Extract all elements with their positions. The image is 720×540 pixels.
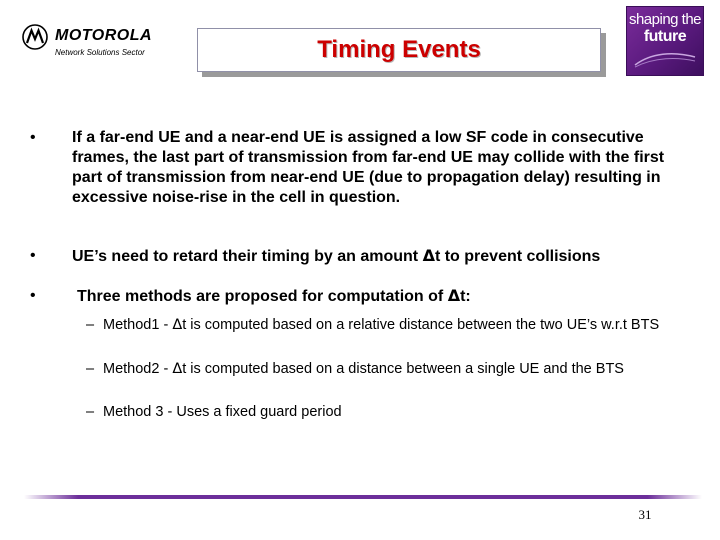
delta-symbol: Δ bbox=[447, 286, 461, 305]
bullet-text: If a far-end UE and a near-end UE is assigned a low SF code in consecutive frames, the last part of transmission from far-end UE may collide with the first part of transmission from near-end UE (due to propagation delay) resulting in excessive noise-rise in the cell in question. bbox=[72, 129, 665, 206]
text-part: t to prevent collisions bbox=[434, 248, 601, 265]
text-part: t: bbox=[460, 288, 471, 305]
delta-symbol: Δ bbox=[422, 246, 435, 265]
motorola-emblem-icon bbox=[22, 24, 48, 50]
sub-marker: – bbox=[86, 317, 95, 333]
footer-divider bbox=[24, 495, 702, 499]
sub-item-text bbox=[103, 316, 673, 334]
badge-line-1: shaping the bbox=[628, 11, 702, 28]
sub-marker: – bbox=[86, 404, 95, 420]
shaping-the-future-badge bbox=[626, 6, 704, 76]
bullet-marker: • bbox=[30, 287, 36, 304]
bullet-marker: • bbox=[30, 129, 36, 146]
delta-symbol: Δ bbox=[172, 361, 183, 377]
sub-item-text: Method 3 - Uses a fixed guard period bbox=[103, 404, 342, 420]
bullet-text bbox=[77, 286, 685, 307]
logo-wordmark: MOTOROLA bbox=[55, 27, 153, 44]
text-part: Method2 - bbox=[103, 361, 173, 377]
sub-item-text bbox=[103, 360, 673, 378]
page-number: 31 bbox=[638, 507, 652, 522]
title-box bbox=[197, 28, 601, 72]
text-part: t is computed based on a relative distance between the two UE’s w.r.t BTS bbox=[182, 317, 660, 333]
badge-line-2: future bbox=[643, 28, 687, 45]
swoosh-icon bbox=[633, 49, 697, 69]
page-title: Timing Events bbox=[317, 36, 481, 63]
text-part: t is computed based on a distance between a single UE and the BTS bbox=[182, 361, 624, 377]
motorola-logo bbox=[22, 24, 172, 64]
bullet-text bbox=[72, 246, 680, 267]
delta-symbol: Δ bbox=[172, 317, 183, 333]
text-part: Method1 - bbox=[103, 317, 173, 333]
logo-subtitle: Network Solutions Sector bbox=[55, 48, 145, 57]
sub-marker: – bbox=[86, 361, 95, 377]
bullet-marker: • bbox=[30, 247, 36, 264]
text-part: UE’s need to retard their timing by an amount bbox=[72, 248, 423, 265]
text-part: Three methods are proposed for computation of bbox=[77, 288, 448, 305]
